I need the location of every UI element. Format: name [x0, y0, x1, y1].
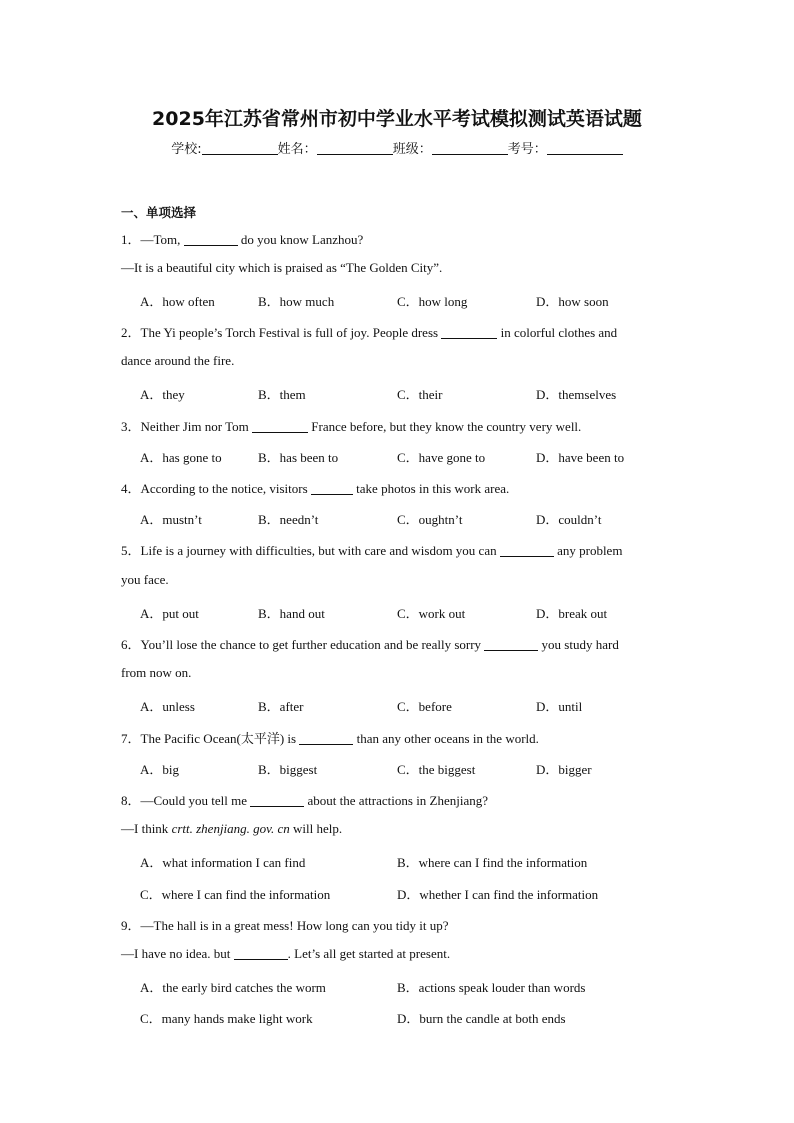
- answer-blank: [299, 732, 353, 745]
- answer-blank: [484, 638, 538, 651]
- question-text: any problem: [553, 543, 623, 558]
- answer-blank: [311, 482, 353, 495]
- question-text: 6．You’ll lose the chance to get further education and be really sorry: [121, 637, 485, 652]
- question-5-option-d[interactable]: D．break out: [536, 606, 608, 621]
- question-2-line2: dance around the fire.: [121, 353, 235, 368]
- question-3-option-c[interactable]: C．have gone to: [397, 450, 486, 465]
- question-1-option-c[interactable]: C．how long: [397, 294, 468, 309]
- question-6-option-a[interactable]: A．unless: [140, 699, 195, 714]
- name-label: 姓名：: [277, 142, 317, 157]
- school-blank[interactable]: [202, 142, 278, 155]
- student-info-line: [0, 138, 794, 157]
- question-7-option-a[interactable]: A．big: [140, 762, 180, 777]
- question-text: —I have no idea. but: [121, 946, 234, 961]
- question-4-option-c[interactable]: C．oughtn’t: [397, 512, 463, 527]
- question-9-option-a[interactable]: A．the early bird catches the worm: [140, 980, 326, 995]
- answer-blank: [252, 420, 308, 433]
- question-2-option-d[interactable]: D．themselves: [536, 387, 617, 402]
- school-label: 学校:: [171, 142, 202, 157]
- question-6-option-d[interactable]: D．until: [536, 699, 583, 714]
- question-3-stem: [121, 416, 581, 435]
- question-8-option-c[interactable]: C．where I can find the information: [140, 887, 331, 902]
- question-2-option-a[interactable]: A．they: [140, 387, 185, 402]
- exam-number-label: 考号：: [507, 142, 547, 157]
- question-6-line2: from now on.: [121, 665, 192, 680]
- question-5-line2: you face.: [121, 572, 169, 587]
- question-text: in colorful clothes and: [497, 325, 618, 340]
- question-2-option-b[interactable]: B．them: [258, 387, 306, 402]
- question-6-stem: [121, 634, 619, 653]
- question-6-option-b[interactable]: B．after: [258, 699, 304, 714]
- question-5-option-b[interactable]: B．hand out: [258, 606, 325, 621]
- question-2-option-c[interactable]: C．their: [397, 387, 443, 402]
- question-text: France before, but they know the country very well.: [308, 419, 582, 434]
- page-title: 2025年江苏省常州市初中学业水平考试模拟测试英语试题: [152, 108, 642, 130]
- question-5-option-a[interactable]: A．put out: [140, 606, 199, 621]
- question-text: 7．The Pacific Ocean(太平洋) is: [121, 731, 300, 746]
- question-7-option-d[interactable]: D．bigger: [536, 762, 592, 777]
- question-text: 3．Neither Jim nor Tom: [121, 419, 253, 434]
- question-3-option-a[interactable]: A．has gone to: [140, 450, 222, 465]
- question-text: will help.: [289, 821, 343, 836]
- question-8-option-a[interactable]: A．what information I can find: [140, 855, 306, 870]
- question-5-option-c[interactable]: C．work out: [397, 606, 466, 621]
- answer-blank: [500, 544, 554, 557]
- question-4-option-b[interactable]: B．needn’t: [258, 512, 319, 527]
- question-8-stem: [121, 790, 488, 809]
- question-text: 1．—Tom,: [121, 232, 184, 247]
- question-4-stem: [121, 478, 509, 497]
- question-8-option-d[interactable]: D．whether I can find the information: [397, 887, 599, 902]
- question-8-line2: [121, 821, 342, 837]
- question-9-stem: 9．—The hall is in a great mess! How long can you tidy it up?: [121, 918, 449, 933]
- question-7-option-c[interactable]: C．the biggest: [397, 762, 476, 777]
- question-1-line2: —It is a beautiful city which is praised as “The Golden City”.: [121, 260, 443, 275]
- question-1-option-b[interactable]: B．how much: [258, 294, 335, 309]
- question-9-option-b[interactable]: B．actions speak louder than words: [397, 980, 586, 995]
- question-1-option-a[interactable]: A．how often: [140, 294, 215, 309]
- question-5-stem: [121, 540, 622, 559]
- website-url: crtt. zhenjiang. gov. cn: [171, 821, 290, 836]
- question-text: 4．According to the notice, visitors: [121, 481, 311, 496]
- question-text: 8．—Could you tell me: [121, 793, 251, 808]
- exam-number-blank[interactable]: [547, 142, 623, 155]
- question-4-option-a[interactable]: A．mustn’t: [140, 512, 202, 527]
- question-9-option-d[interactable]: D．burn the candle at both ends: [397, 1011, 566, 1026]
- class-blank[interactable]: [432, 142, 508, 155]
- question-text: 5．Life is a journey with difficulties, but with care and wisdom you can: [121, 543, 500, 558]
- question-text: do you know Lanzhou?: [237, 232, 364, 247]
- question-1-stem: [121, 229, 363, 248]
- answer-blank: [184, 233, 238, 246]
- answer-blank: [250, 794, 304, 807]
- question-text: you study hard: [538, 637, 619, 652]
- answer-blank: [441, 326, 497, 339]
- class-label: 班级：: [392, 142, 432, 157]
- question-text: take photos in this work area.: [352, 481, 510, 496]
- question-3-option-b[interactable]: B．has been to: [258, 450, 339, 465]
- question-text: 2．The Yi people’s Torch Festival is full of joy. People dress: [121, 325, 442, 340]
- answer-blank: [234, 947, 288, 960]
- question-7-option-b[interactable]: B．biggest: [258, 762, 318, 777]
- question-2-stem: [121, 322, 617, 341]
- section-heading: 一、单项选择: [121, 205, 197, 220]
- question-text: —I think: [121, 821, 172, 836]
- name-blank[interactable]: [317, 142, 393, 155]
- question-8-option-b[interactable]: B．where can I find the information: [397, 855, 588, 870]
- question-3-option-d[interactable]: D．have been to: [536, 450, 625, 465]
- question-4-option-d[interactable]: D．couldn’t: [536, 512, 602, 527]
- question-text: . Let’s all get started at present.: [287, 946, 451, 961]
- question-7-stem: [121, 728, 539, 747]
- question-1-option-d[interactable]: D．how soon: [536, 294, 609, 309]
- question-6-option-c[interactable]: C．before: [397, 699, 452, 714]
- question-9-line2: [121, 946, 450, 962]
- question-9-option-c[interactable]: C．many hands make light work: [140, 1011, 313, 1026]
- question-text: than any other oceans in the world.: [353, 731, 539, 746]
- question-text: about the attractions in Zhenjiang?: [304, 793, 489, 808]
